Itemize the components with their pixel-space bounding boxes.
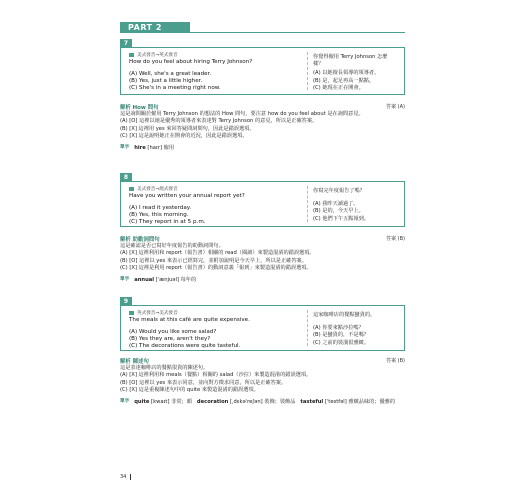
- accent-type: 英式發音→美式發音: [137, 310, 178, 316]
- explanation-line: 這是詢問關於僱用 Terry Johnson 的想法的 How 問句，要注意 how do you feel about 是在詢問意見。: [120, 111, 364, 117]
- question-text: How do you feel about hiring Terry Johnson?: [129, 59, 253, 65]
- explanation-line: (B) [O] 這裡以 yes 來表示同意，並向對方徵求同意，所以是正確答案。: [120, 379, 287, 386]
- zh-question-line: 樣？: [313, 61, 324, 68]
- speaker-flag-icon: [129, 187, 134, 191]
- option-c: (C) The decorations were quite tasteful.: [129, 343, 241, 350]
- explanation-line: (B) [X] 這裡用 yes 來回答疑問詞問句，因此是錯誤選項。: [120, 125, 255, 132]
- answer-label: 答案 (B): [386, 358, 405, 364]
- speaker-flag-icon: [129, 311, 134, 315]
- zh-option-b: (B) 是蠻貴的，不是嗎？: [313, 332, 369, 339]
- question-number: 8: [120, 173, 132, 182]
- vocab-tag: 單字: [120, 277, 130, 283]
- option-a: (A) Well, she's a great leader.: [129, 70, 212, 77]
- zh-option-c: (C) 他們下午五點報到。: [313, 215, 370, 222]
- explanation-7: [120, 103, 405, 151]
- box-divider: [307, 186, 308, 222]
- question-box-7: [120, 40, 405, 95]
- option-a: (A) I read it yesterday.: [129, 204, 192, 211]
- explanation-line: (C) [X] 這是重複陳述句中的 quite 來製造混淆的錯誤選項。: [120, 387, 259, 394]
- page-number: 34: [120, 474, 127, 480]
- accent-type: 美式發音→英式發音: [137, 52, 178, 58]
- accent-type: 美式發音→澳式發音: [137, 186, 178, 192]
- explanation-line: (A) [X] 這裡利用和 report（報告書）相關的 read（閱讀）來製造混淆的錯誤選項。: [120, 250, 315, 257]
- vocab-entry: tasteful [ˈtestfəl] 雅緻品味的；優雅的: [300, 398, 396, 405]
- option-c: (C) She's in a meeting right now.: [129, 85, 221, 92]
- explanation-line: (A) [X] 這裡利用和 meals（餐點）相關的 salad（沙拉）來製造混淆的錯誤選項。: [120, 372, 312, 379]
- question-box-9: [120, 298, 405, 351]
- explanation-heading: 解析 助動詞問句: [120, 237, 160, 243]
- vocab-entry: annual [ˈænjuəl] 每年的: [134, 276, 197, 283]
- page-number-rule: [130, 474, 131, 480]
- vocab-entry: hire [haɪr] 僱用: [134, 144, 175, 151]
- zh-question-line: 這家咖啡店的餐點蠻貴的。: [313, 312, 376, 318]
- option-a: (A) Would you like some salad?: [129, 328, 217, 335]
- speaker-flag-icon: [129, 53, 134, 57]
- zh-option-a: (A) 我昨天讀過了。: [313, 201, 359, 208]
- question-box-8: [120, 174, 405, 227]
- question-text: The meals at this café are quite expensive.: [129, 317, 250, 323]
- zh-option-b: (B) 是的，今天早上。: [313, 208, 364, 215]
- zh-option-a: (A) 以她擅長領導的領導者。: [313, 70, 380, 77]
- explanation-line: (B) [O] 這裡以 yes 來表示已經寫完，並附加說明是今天早上，所以是正確答案。: [120, 257, 307, 264]
- part-label: PART 2: [128, 23, 162, 32]
- explanation-line: (A) [O] 這裡以她是優秀的領導者來表達對 Terry Johnson 的意見，所以是正確答案。: [120, 118, 318, 125]
- explanation-heading: 解析 陳述句: [120, 359, 149, 365]
- explanation-line: 這是確認是否已寫好年度報告的助動詞問句。: [120, 243, 224, 249]
- explanation-line: 這是表達咖啡店的餐點很貴的陳述句。: [120, 365, 209, 371]
- vocab-entry: quite [kwaɪt] 非常；頗: [134, 398, 192, 405]
- zh-option-a: (A) 你要來點沙拉嗎？: [313, 325, 364, 332]
- box-divider: [307, 52, 308, 90]
- explanation-heading: 解析 How 問句: [120, 105, 159, 111]
- zh-option-b: (B) 是，起足再高一點點。: [313, 77, 375, 84]
- question-number: 9: [120, 297, 132, 306]
- zh-question-line: 你覺得僱用 Terry Johnson 怎麼: [313, 54, 388, 60]
- question-text: Have you written your annual report yet?: [129, 193, 245, 199]
- zh-option-c: (C) 她現在正在開會。: [313, 84, 364, 91]
- answer-label: 答案 (A): [386, 104, 405, 110]
- zh-option-c: (C) 之前的裝潢很雅緻。: [313, 339, 370, 346]
- vocab-tag: 單字: [120, 145, 130, 151]
- vocab-tag: 單字: [120, 399, 130, 405]
- box-divider: [307, 310, 308, 346]
- question-number: 7: [120, 39, 132, 48]
- answer-label: 答案 (B): [386, 236, 405, 242]
- zh-question-line: 你寫完年度報告了嗎？: [313, 188, 365, 194]
- option-c: (C) They report in at 5 p.m.: [129, 219, 206, 226]
- explanation-line: (C) [X] 這是說明她正在開會的近況，因此是錯誤選項。: [120, 133, 248, 140]
- option-b: (B) Yes they are, aren't they?: [129, 335, 211, 342]
- header-rule: [190, 32, 405, 33]
- vocab-entry: decoration [ˌdɛkəˈreʃən] 裝飾；裝飾品: [196, 398, 296, 405]
- option-b: (B) Yes, this morning.: [129, 211, 189, 218]
- explanation-9: [120, 357, 405, 405]
- explanation-line: (C) [X] 這裡是利用 report（報告書）的動詞意義「報到」來製造混淆的錯誤選項。: [120, 265, 312, 272]
- explanation-8: [120, 235, 405, 283]
- option-b: (B) Yes, just a little higher.: [129, 77, 203, 84]
